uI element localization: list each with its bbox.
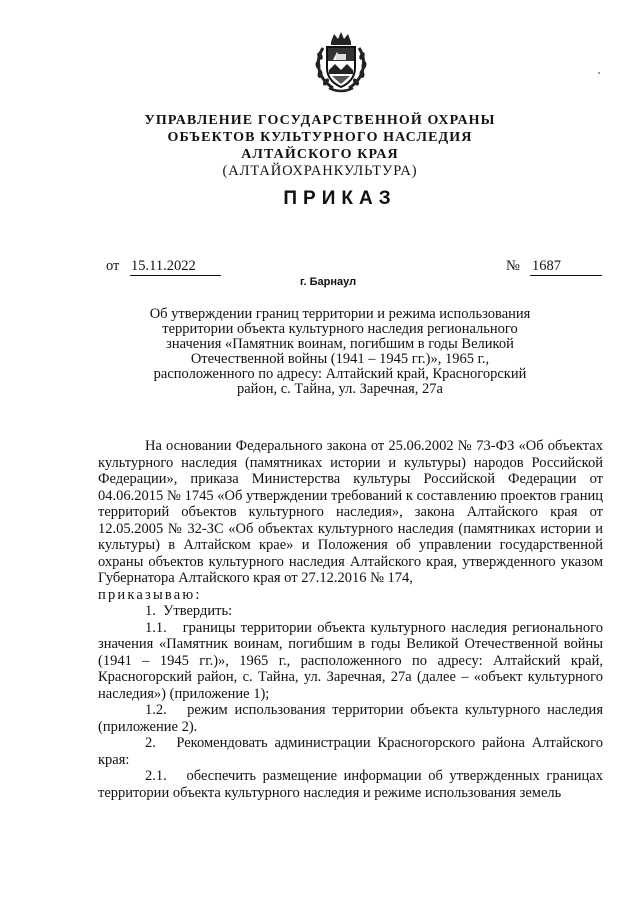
preamble-paragraph: На основании Федерального закона от 25.06.2002 № 73-ФЗ «Об объектах культурного наследия (памятниках истории и культуры) народов Российской Федерации», приказа Министерства культуры Российской Федерации от 04.06.2015 № 1745 «Об утверждении требований к составлению проектов границ территорий объектов культурного наследия», закона Алтайского края от 12.05.2005 № 32-ЗС «Об объектах культурного наследия (памятниках истории и культуры) в Алтайском крае» и Положения об управлении государственной охраны объектов культурного наследия Алтайского края, утвержденного указом Губернатора Алтайского края от 27.12.2016 № 174,: [98, 438, 603, 586]
subject-line: Об утверждении границ территории и режима использования: [149, 306, 531, 322]
subject-line: значения «Памятник воинам, погибшим в годы Великой: [166, 336, 514, 352]
coat-of-arms-icon: [311, 30, 371, 96]
number-label: №: [506, 258, 520, 274]
clause-1-1: 1.1. границы территории объекта культурного наследия регионального значения «Памятник воинам, погибшим в годы Великой Отечественной войны (1941 – 1945 гг.)», 1965 г., расположенного по адресу: Алтайский край, Красногорский район, с. Тайна, ул. Заречная, 27а (далее – «объект культурного наследия») (приложение 1);: [98, 619, 603, 702]
org-name-line1: УПРАВЛЕНИЕ ГОСУДАРСТВЕННОЙ ОХРАНЫ: [144, 113, 496, 128]
subject-line: расположенного по адресу: Алтайский край, Красногорский: [153, 366, 527, 382]
document-type-title: ПРИКАЗ: [283, 188, 397, 209]
document-subject: [140, 307, 540, 397]
document-number: 1687: [530, 258, 602, 276]
order-word: приказываю:: [98, 586, 202, 603]
document-date: 15.11.2022: [130, 258, 221, 276]
organization-header: [0, 112, 640, 180]
clause-1: 1. Утвердить:: [145, 603, 233, 619]
org-short-name: (АЛТАЙОХРАНКУЛЬТУРА): [222, 163, 418, 179]
subject-line: Отечественной войны (1941 – 1945 гг.)», 1965 г.,: [190, 351, 490, 367]
org-name-line2: ОБЪЕКТОВ КУЛЬТУРНОГО НАСЛЕДИЯ: [167, 130, 473, 145]
clause-2: 2. Рекомендовать администрации Красногорского района Алтайского края:: [98, 735, 603, 768]
subject-line: район, с. Тайна, ул. Заречная, 27а: [237, 381, 443, 397]
document-body: [98, 438, 603, 801]
org-name-line3: АЛТАЙСКОГО КРАЯ: [241, 147, 399, 162]
date-label: от: [106, 258, 120, 274]
subject-line: территории объекта культурного наследия регионального: [162, 321, 518, 337]
city-name: г. Барнаул: [300, 276, 357, 288]
clause-1-2: 1.2. режим использования территории объекта культурного наследия (приложение 2).: [98, 702, 603, 735]
scan-speck: [598, 72, 600, 74]
clause-2-1: 2.1. обеспечить размещение информации об утвержденных границах территории объекта культурного наследия и режиме использования земель: [98, 768, 603, 801]
